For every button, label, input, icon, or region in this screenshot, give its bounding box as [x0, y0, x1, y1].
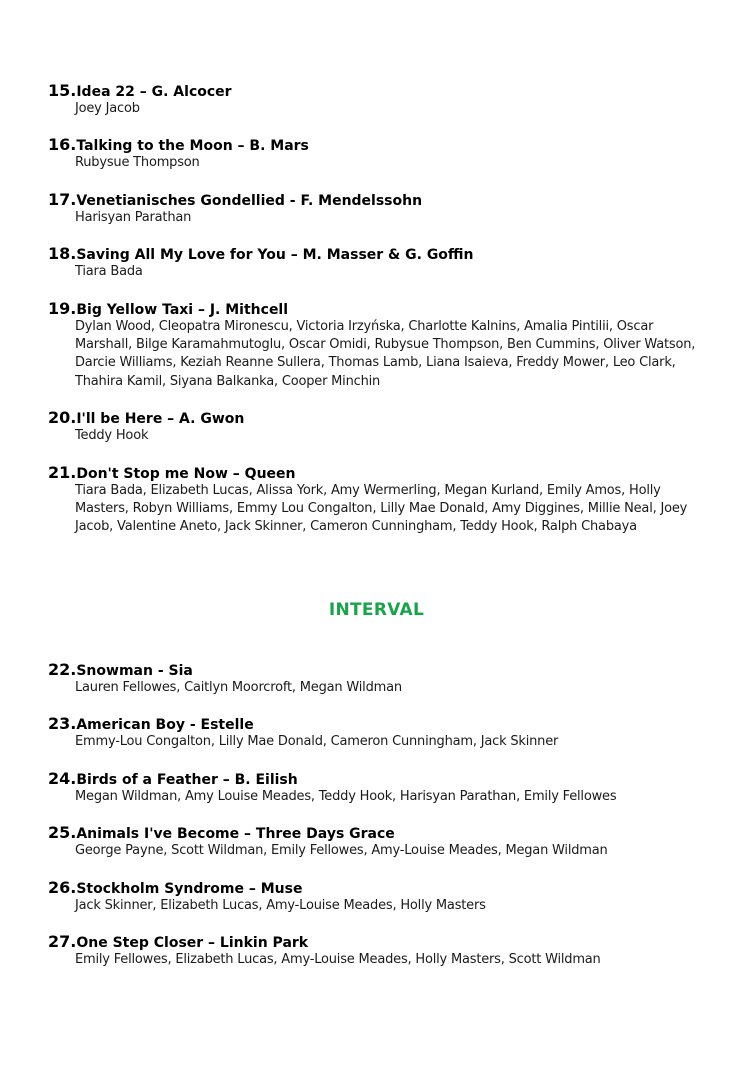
item-number: 16.	[48, 135, 77, 155]
item-title: Birds of a Feather – B. Eilish	[76, 771, 298, 788]
item-heading	[48, 464, 708, 482]
item-performers: Jack Skinner, Elizabeth Lucas, Amy-Louise Meades, Holly Masters	[75, 897, 486, 913]
programme-item	[48, 464, 708, 537]
item-performers: George Payne, Scott Wildman, Emily Fellowes, Amy-Louise Meades, Megan Wildman	[75, 843, 608, 859]
item-performers: Emily Fellowes, Elizabeth Lucas, Amy-Louise Meades, Holly Masters, Scott Wildman	[75, 952, 601, 968]
programme-item	[48, 661, 708, 697]
item-performers: Dylan Wood, Cleopatra Mironescu, Victoria Irzyńska, Charlotte Kalnins, Amalia Pintilii, Oscar Marshall, Bilge Karamahmutoglu, Oscar Omidi, Rubysue Thompson, Ben Cummins, Oliver Watson, Darcie Williams, Keziah Reanne Sullera, Thomas Lamb, Liana Isaieva, Freddy Mower, Leo Clark, Thahira Kamil, Siyana Balkanka, Cooper Minchin	[75, 318, 696, 389]
item-performers: Harisyan Parathan	[75, 209, 192, 225]
interval-heading: INTERVAL	[328, 600, 425, 620]
item-heading	[48, 245, 708, 263]
programme-item	[48, 300, 708, 392]
item-number: 25.	[48, 823, 77, 843]
item-title: Saving All My Love for You – M. Masser & G. Goffin	[76, 247, 474, 264]
item-title: Big Yellow Taxi – J. Mithcell	[76, 301, 289, 318]
programme-item	[48, 409, 708, 445]
item-title: Idea 22 – G. Alcocer	[76, 84, 232, 100]
item-heading	[48, 300, 708, 318]
item-number: 22.	[48, 660, 77, 679]
item-heading	[48, 933, 708, 951]
item-heading	[48, 409, 708, 427]
item-number: 27.	[48, 932, 77, 952]
item-performers: Lauren Fellowes, Caitlyn Moorcroft, Megan Wildman	[75, 680, 402, 695]
item-heading	[48, 824, 708, 842]
item-heading	[48, 661, 708, 679]
item-number: 20.	[48, 408, 77, 428]
item-number: 23.	[48, 714, 77, 734]
item-number: 21.	[48, 462, 77, 482]
item-number: 15.	[48, 81, 77, 100]
item-number: 17.	[48, 189, 77, 209]
item-number: 18.	[48, 244, 77, 264]
item-performers: Teddy Hook	[75, 428, 149, 444]
item-number: 26.	[48, 877, 77, 897]
programme-part-one	[48, 82, 708, 555]
programme-item	[48, 245, 708, 281]
item-title: Venetianisches Gondellied - F. Mendelssohn	[76, 192, 423, 209]
item-heading	[48, 136, 708, 154]
programme-item	[48, 191, 708, 227]
item-heading	[48, 879, 708, 897]
programme-item	[48, 136, 708, 172]
item-number: 19.	[48, 298, 77, 318]
item-title: Animals I've Become – Three Days Grace	[76, 826, 395, 843]
item-heading	[48, 715, 708, 733]
item-title: Stockholm Syndrome – Muse	[76, 880, 303, 897]
item-title: Don't Stop me Now – Queen	[76, 465, 296, 482]
item-performers: Joey Jacob	[75, 101, 140, 116]
item-performers: Megan Wildman, Amy Louise Meades, Teddy Hook, Harisyan Parathan, Emily Fellowes	[75, 788, 617, 804]
item-heading	[48, 191, 708, 209]
item-heading	[48, 82, 708, 100]
programme-part-two	[48, 661, 708, 987]
programme-item	[48, 824, 708, 860]
item-heading	[48, 770, 708, 788]
item-title: I'll be Here – A. Gwon	[76, 411, 245, 428]
item-performers: Emmy-Lou Congalton, Lilly Mae Donald, Cameron Cunningham, Jack Skinner	[75, 734, 559, 750]
item-performers: Rubysue Thompson	[75, 155, 200, 171]
item-title: Talking to the Moon – B. Mars	[76, 138, 309, 155]
item-title: One Step Closer – Linkin Park	[76, 935, 309, 952]
programme-item	[48, 770, 708, 806]
programme-item	[48, 879, 708, 915]
item-performers: Tiara Bada	[75, 264, 143, 280]
programme-item	[48, 933, 708, 969]
item-title: Snowman - Sia	[76, 663, 193, 679]
item-number: 24.	[48, 768, 77, 788]
item-performers: Tiara Bada, Elizabeth Lucas, Alissa York, Amy Wermerling, Megan Kurland, Emily Amos, Holly Masters, Robyn Williams, Emmy Lou Congalton, Lilly Mae Donald, Amy Diggines, Millie Neal, Joey Jacob, Valentine Aneto, Jack Skinner, Cameron Cunningham, Teddy Hook, Ralph Chabaya	[75, 482, 688, 535]
item-title: American Boy - Estelle	[76, 717, 254, 734]
programme-item	[48, 715, 708, 751]
programme-item	[48, 82, 708, 118]
